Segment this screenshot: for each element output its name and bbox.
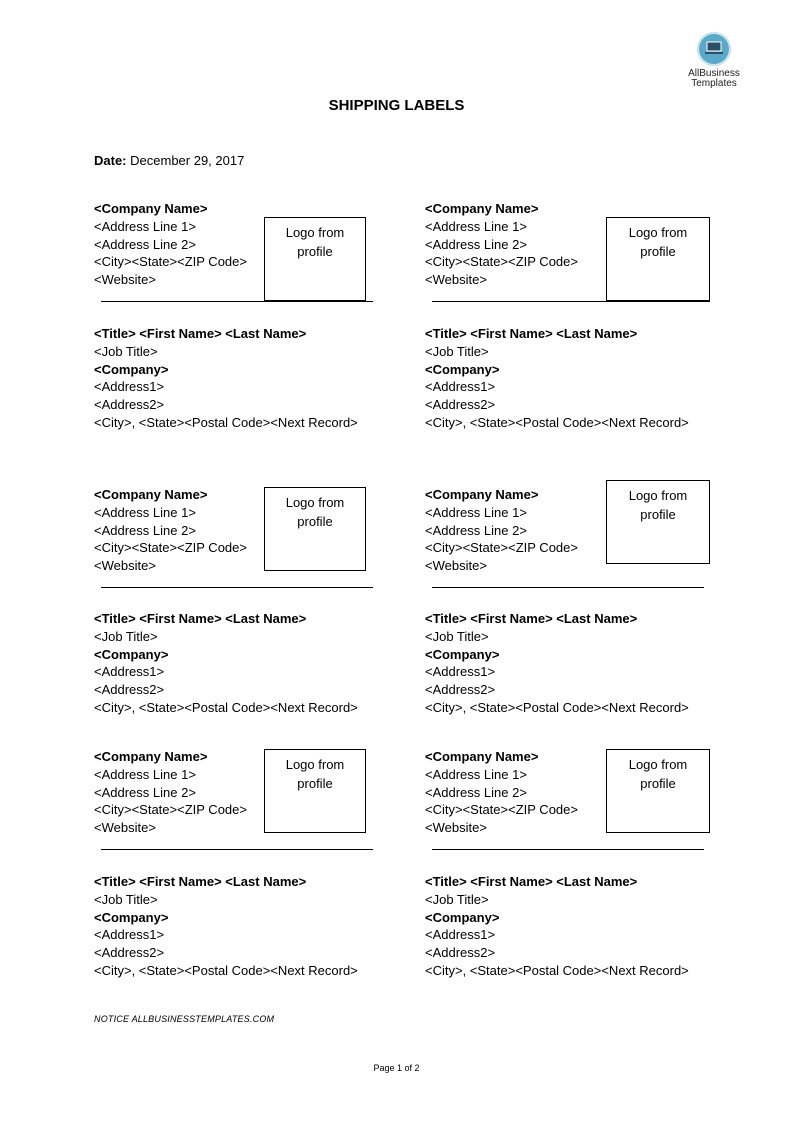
recipient-address2: <Address2> [425, 682, 496, 698]
recipient-company: <Company> [94, 909, 169, 925]
recipient-company: <Company> [425, 909, 500, 925]
sender-website: <Website> [94, 558, 156, 574]
sender-address1: <Address Line 1> [94, 766, 196, 782]
logo-placeholder [606, 480, 710, 564]
sender-company: <Company Name> [425, 749, 539, 764]
page-title: SHIPPING LABELS [328, 97, 465, 114]
sender-company: <Company Name> [425, 201, 539, 216]
logo-placeholder [264, 217, 366, 301]
sender-address1: <Address Line 1> [425, 766, 527, 782]
sender-block-5 [94, 748, 247, 837]
recipient-block-4 [425, 610, 689, 717]
sender-city: <City><State><ZIP Code> [94, 254, 247, 270]
sender-city: <City><State><ZIP Code> [425, 802, 578, 818]
recipient-block-5 [94, 873, 358, 980]
sender-address2: <Address Line 2> [425, 522, 527, 538]
recipient-city: <City>, <State><Postal Code><Next Record> [94, 962, 358, 978]
brand-name-line2: Templates [691, 78, 737, 89]
recipient-address1: <Address1> [94, 379, 165, 395]
recipient-city: <City>, <State><Postal Code><Next Record> [94, 699, 358, 715]
sender-address1: <Address Line 1> [425, 504, 527, 520]
recipient-job: <Job Title> [425, 343, 489, 359]
recipient-city: <City>, <State><Postal Code><Next Record> [425, 962, 689, 978]
recipient-address2: <Address2> [425, 945, 496, 961]
divider [432, 587, 704, 588]
footer-notice: NOTICE ALLBUSINESSTEMPLATES.COM [94, 1014, 275, 1024]
sender-address2: <Address Line 2> [94, 784, 196, 800]
logo-text-2: profile [297, 244, 333, 259]
date-row [94, 153, 244, 168]
sender-address2: <Address Line 2> [94, 522, 196, 538]
recipient-block-3 [94, 610, 358, 717]
recipient-name: <Title> <First Name> <Last Name> [94, 326, 307, 341]
sender-city: <City><State><ZIP Code> [94, 540, 247, 556]
recipient-address2: <Address2> [425, 397, 496, 413]
recipient-job: <Job Title> [94, 891, 158, 907]
divider [101, 849, 373, 850]
date-label: Date: [94, 153, 127, 168]
divider [432, 849, 704, 850]
recipient-address2: <Address2> [94, 397, 165, 413]
recipient-job: <Job Title> [94, 628, 158, 644]
sender-address1: <Address Line 1> [94, 218, 196, 234]
sender-block-2 [425, 200, 578, 289]
logo-text-1: Logo from [628, 488, 688, 503]
sender-address2: <Address Line 2> [94, 236, 196, 252]
divider [101, 301, 373, 302]
page-number: Page 1 of 2 [373, 1063, 420, 1073]
logo-text-2: profile [640, 507, 676, 522]
sender-website: <Website> [425, 820, 487, 836]
logo-text-2: profile [297, 776, 333, 791]
recipient-company: <Company> [94, 361, 169, 377]
recipient-name: <Title> <First Name> <Last Name> [94, 611, 307, 626]
recipient-job: <Job Title> [425, 891, 489, 907]
laptop-icon [697, 32, 731, 66]
logo-text-1: Logo from [285, 495, 345, 510]
logo-text-1: Logo from [628, 757, 688, 772]
recipient-name: <Title> <First Name> <Last Name> [425, 874, 638, 889]
brand-name-line1: AllBusiness [688, 68, 740, 79]
recipient-company: <Company> [425, 646, 500, 662]
sender-company: <Company Name> [94, 487, 208, 502]
brand-logo [680, 32, 748, 89]
logo-text-2: profile [297, 514, 333, 529]
recipient-city: <City>, <State><Postal Code><Next Record> [425, 699, 689, 715]
recipient-job: <Job Title> [94, 343, 158, 359]
logo-text-2: profile [640, 244, 676, 259]
recipient-company: <Company> [94, 646, 169, 662]
recipient-city: <City>, <State><Postal Code><Next Record> [94, 414, 358, 430]
recipient-address1: <Address1> [94, 927, 165, 943]
recipient-address1: <Address1> [425, 664, 496, 680]
sender-city: <City><State><ZIP Code> [94, 802, 247, 818]
sender-company: <Company Name> [425, 487, 539, 502]
logo-text-2: profile [640, 776, 676, 791]
recipient-block-6 [425, 873, 689, 980]
sender-website: <Website> [425, 558, 487, 574]
divider [101, 587, 373, 588]
sender-block-4 [425, 486, 578, 575]
recipient-name: <Title> <First Name> <Last Name> [425, 611, 638, 626]
sender-website: <Website> [94, 820, 156, 836]
recipient-address2: <Address2> [94, 945, 165, 961]
logo-placeholder [264, 749, 366, 833]
logo-text-1: Logo from [285, 757, 345, 772]
logo-placeholder [606, 217, 710, 301]
date-value: December 29, 2017 [130, 153, 245, 168]
sender-city: <City><State><ZIP Code> [425, 540, 578, 556]
recipient-city: <City>, <State><Postal Code><Next Record> [425, 414, 689, 430]
recipient-address1: <Address1> [94, 664, 165, 680]
sender-address1: <Address Line 1> [94, 504, 196, 520]
sender-address2: <Address Line 2> [425, 236, 527, 252]
sender-block-3 [94, 486, 247, 575]
logo-placeholder [606, 749, 710, 833]
divider [432, 301, 710, 302]
sender-address2: <Address Line 2> [425, 784, 527, 800]
logo-text-1: Logo from [285, 225, 345, 240]
sender-city: <City><State><ZIP Code> [425, 254, 578, 270]
logo-placeholder [264, 487, 366, 571]
recipient-company: <Company> [425, 361, 500, 377]
sender-website: <Website> [94, 272, 156, 288]
sender-block-1 [94, 200, 247, 289]
recipient-job: <Job Title> [425, 628, 489, 644]
logo-text-1: Logo from [628, 225, 688, 240]
recipient-name: <Title> <First Name> <Last Name> [425, 326, 638, 341]
sender-address1: <Address Line 1> [425, 218, 527, 234]
recipient-address1: <Address1> [425, 927, 496, 943]
recipient-address1: <Address1> [425, 379, 496, 395]
recipient-block-2 [425, 325, 689, 432]
sender-company: <Company Name> [94, 201, 208, 216]
sender-website: <Website> [425, 272, 487, 288]
sender-block-6 [425, 748, 578, 837]
recipient-name: <Title> <First Name> <Last Name> [94, 874, 307, 889]
recipient-address2: <Address2> [94, 682, 165, 698]
recipient-block-1 [94, 325, 358, 432]
sender-company: <Company Name> [94, 749, 208, 764]
